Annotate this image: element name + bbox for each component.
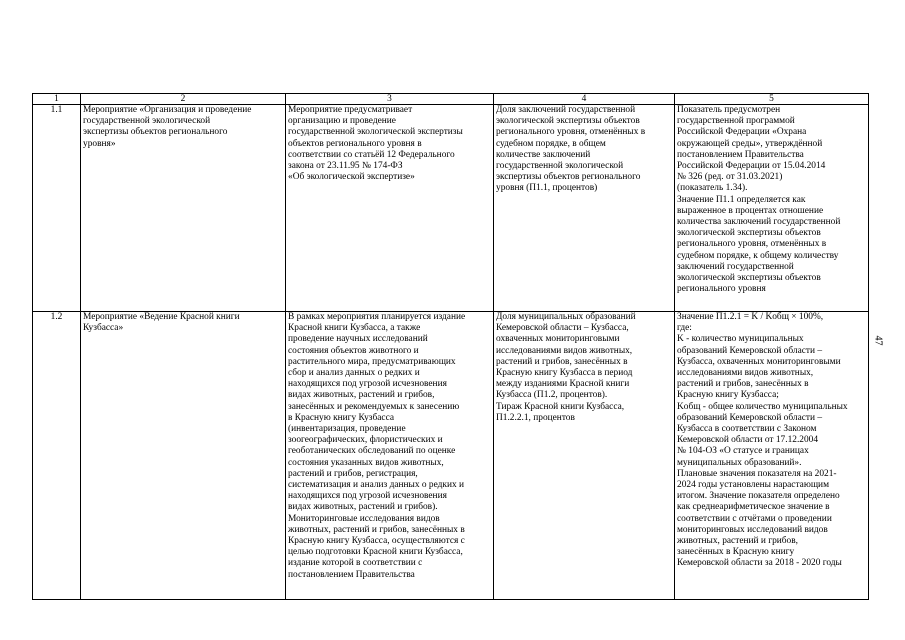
header-cell-5: 5: [675, 94, 869, 105]
program-table: [32, 93, 869, 600]
table-row: [33, 312, 869, 600]
table-header-row: [33, 94, 869, 105]
indicator-cell: Доля муниципальных образований Кемеровской области – Кузбасса, охваченных мониторинговыми исследованиями видов животных, растений и грибов, занесённых в Красную книгу Кузбасса в период между изданиями Красной книги Кузбасса (П1.2, процентов). Тираж Красной книги Кузбасса, П1.2.2.1, процентов: [494, 312, 675, 600]
header-cell-3: 3: [286, 94, 494, 105]
measure-name-cell: Мероприятие «Ведение Красной книги Кузбасса»: [81, 312, 286, 600]
header-cell-1: 1: [33, 94, 81, 105]
header-cell-2: 2: [81, 94, 286, 105]
header-cell-4: 4: [494, 94, 675, 105]
row-number: 1.2: [33, 312, 81, 600]
measure-description-cell: Мероприятие предусматривает организацию и проведение государственной экологической экспертизы объектов регионального уровня в соответствии со статьёй 12 Федерального закона от 23.11.95 № 174-ФЗ «Об экологической экспертизе»: [286, 105, 494, 312]
indicator-method-cell: Значение П1.2.1 = K / Kобщ × 100%, где: K - количество муниципальных образований Кемеровской области – Кузбасса, охваченных мониторинговыми исследованиями видов животных, растений и грибов, занесённых в Красную книгу Кузбасса; Kобщ - общее количество муниципальных образований Кемеровской области – Кузбасса в соответствии с Законом Кемеровской области от 17.12.2004 № 104-ОЗ «О статусе и границах муниципальных образований». Плановые значения показателя на 2021- 2024 годы установлены нарастающим итогом. Значение показателя определено как среднеарифметическое значение в соответствии с отчётами о проведении мониторинговых исследований видов животных, растений и грибов, занесённых в Красную книгу Кемеровской области за 2018 - 2020 годы: [675, 312, 869, 600]
measure-description-cell: В рамках мероприятия планируется издание Красной книги Кузбасса, а также проведение научных исследований состояния объектов животного и растительного мира, предусматривающих сбор и анализ данных о редких и находящихся под угрозой исчезновения видах животных, растений и грибов, занесённых и рекомендуемых к занесению в Красную книгу Кузбасса (инвентаризация, проведение зоогеографических, флористических и геоботанических обследований по оценке состояния указанных видов животных, растений и грибов, регистрация, систематизация и анализ данных о редких и находящихся под угрозой исчезновения видах животных, растений и грибов). Мониторинговые исследования видов животных, растений и грибов, занесённых в Красную книгу Кузбасса, осуществляются с целью подготовки Красной книги Кузбасса, издание которой в соответствии с постановлением Правительства: [286, 312, 494, 600]
indicator-method-cell: Показатель предусмотрен государственной программой Российской Федерации «Охрана окружающей среды», утверждённой постановлением Правительства Российской Федерации от 15.04.2014 № 326 (ред. от 31.03.2021) (показатель 1.34). Значение П1.1 определяется как выраженное в процентах отношение количества заключений государственной экологической экспертизы объектов регионального уровня, отменённых в судебном порядке, к общему количеству заключений государственной экологической экспертизы объектов регионального уровня: [675, 105, 869, 312]
measure-name-cell: Мероприятие «Организация и проведение государственной экологической экспертизы объектов регионального уровня»: [81, 105, 286, 312]
table-row: [33, 105, 869, 312]
indicator-cell: Доля заключений государственной экологической экспертизы объектов регионального уровня, отменённых в судебном порядке, в общем количестве заключений государственной экологической экспертизы объектов регионального уровня (П1.1, процентов): [494, 105, 675, 312]
row-number: 1.1: [33, 105, 81, 312]
page-number: 47: [872, 335, 884, 346]
